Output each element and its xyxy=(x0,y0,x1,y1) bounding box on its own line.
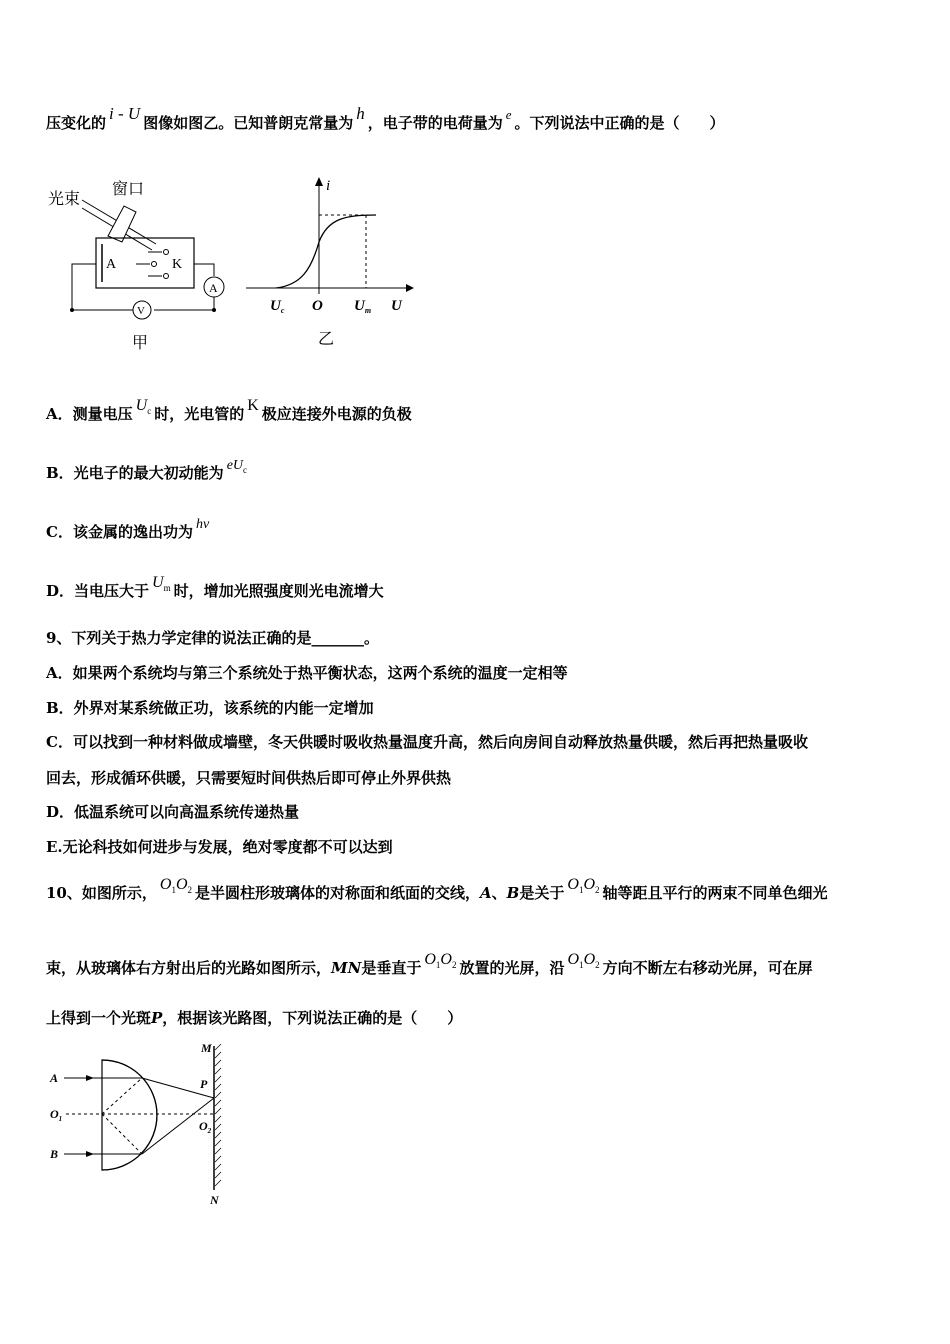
q8-intro-text-4: 。下列说法中正确的是（ ） xyxy=(514,114,725,132)
label-p: P xyxy=(151,1009,163,1027)
caption-yi: 乙 xyxy=(318,331,335,348)
math-o1o2-4: $O_1O_2$ xyxy=(567,951,600,971)
math-h: h xyxy=(356,104,365,123)
q8-intro-line xyxy=(46,104,725,134)
option-b-prefix: B．光电子的最大初动能为 xyxy=(46,464,224,482)
figure-jia xyxy=(44,172,244,352)
window-tube xyxy=(108,206,136,242)
math-o1o2-3: $O_1O_2$ xyxy=(424,951,457,971)
label-u-axis: U xyxy=(391,298,402,314)
q10-text-8: 方向不断左右移动光屏，可在屏 xyxy=(602,959,813,977)
label-uc: $U_c$ xyxy=(270,298,285,315)
q8-option-d xyxy=(46,574,384,607)
q10-text-3: 是关于 xyxy=(519,884,565,902)
label-i-axis: i xyxy=(326,178,331,194)
q10-text-9: 上得到一个光斑 xyxy=(46,1009,152,1027)
electron-1 xyxy=(164,250,169,255)
wire-right xyxy=(194,264,214,276)
label-mn: MN xyxy=(331,959,362,977)
option-d-prefix: D．当电压大于 xyxy=(46,582,150,600)
q10-text-comma: 、 xyxy=(491,884,507,902)
label-window: 窗口 xyxy=(112,181,145,198)
option-d-suffix: 时，增加光照强度则光电流增大 xyxy=(173,582,384,600)
label-cathode: K xyxy=(172,257,183,272)
iu-curve xyxy=(276,215,376,288)
label-m: M xyxy=(201,1041,212,1055)
q10-text-1: 10、如图所示， xyxy=(46,884,157,902)
u-axis-arrow xyxy=(406,284,414,292)
q10-line2 xyxy=(46,951,813,984)
math-euc: $eU_c$ xyxy=(226,458,248,475)
q10-text-10: ，根据该光路图，下列说法正确的是（ ） xyxy=(162,1009,463,1027)
q8-intro-text-3: ，电子带的电荷量为 xyxy=(367,114,503,132)
q8-option-a xyxy=(46,397,412,430)
label-a: A xyxy=(480,884,492,902)
caption-jia: 甲 xyxy=(132,335,149,352)
electron-2 xyxy=(152,262,157,267)
math-um: $U_m$ xyxy=(152,574,171,594)
q8-option-b xyxy=(46,458,250,489)
label-o2: $O_2$ xyxy=(199,1119,212,1135)
q9-stem: 9、下列关于热力学定律的说法正确的是_______。 xyxy=(46,629,379,647)
q9-option-c-line2: 回去，形成循环供暖，只需要短时间供热后即可停止外界供热 xyxy=(46,769,452,787)
label-n: N xyxy=(210,1193,219,1207)
wire-bottom-right xyxy=(154,297,214,310)
label-beam: 光束 xyxy=(48,191,81,208)
option-a-suffix: 极应连接外电源的负极 xyxy=(261,405,412,423)
math-o1o2-2: $O_1O_2$ xyxy=(567,876,600,896)
figure-yi xyxy=(246,170,416,355)
q9-option-e: E.无论科技如何进步与发展，绝对零度都不可以达到 xyxy=(46,838,393,856)
q9-option-b: B．外界对某系统做正功，该系统的内能一定增加 xyxy=(46,699,374,717)
junction-left xyxy=(70,308,74,312)
option-a-prefix: A．测量电压 xyxy=(46,405,133,423)
q10-line1 xyxy=(46,876,828,909)
screen-hatching xyxy=(215,1044,221,1186)
label-anode: A xyxy=(106,257,117,272)
q9-option-d: D．低温系统可以向高温系统传递热量 xyxy=(46,803,300,821)
q8-option-c xyxy=(46,517,212,544)
label-ammeter: A xyxy=(209,281,218,295)
label-beam-b: B xyxy=(50,1147,59,1161)
electron-3 xyxy=(164,274,169,279)
math-e: e xyxy=(505,107,512,122)
math-uc: $U_c$ xyxy=(135,397,152,417)
q10-text-2: 是半圆柱形玻璃体的对称面和纸面的交线， xyxy=(195,884,481,902)
math-hv: hν xyxy=(195,517,210,532)
label-voltmeter: V xyxy=(137,305,145,317)
junction-right xyxy=(212,308,216,312)
q8-intro-text-1: 压变化的 xyxy=(46,114,107,132)
math-o1o2: $O_1O_2$ xyxy=(159,876,192,896)
label-beam-a: A xyxy=(50,1071,59,1085)
q10-text-4: 轴等距且平行的两束不同单色细光 xyxy=(602,884,828,902)
figure-q10 xyxy=(44,1038,244,1213)
label-p-spot: P xyxy=(200,1077,208,1091)
normal-b xyxy=(102,1114,142,1154)
math-k: K xyxy=(247,397,259,414)
option-c-prefix: C．该金属的逸出功为 xyxy=(46,523,193,541)
label-origin: O xyxy=(312,298,323,314)
q10-line3 xyxy=(46,1008,462,1028)
q8-intro-text-2: 图像如图乙。已知普朗克常量为 xyxy=(143,114,354,132)
math-i-u: i - U xyxy=(109,104,141,123)
beam-a-arrow xyxy=(86,1075,94,1081)
label-o1: $O_1$ xyxy=(50,1107,63,1123)
normal-a xyxy=(102,1078,142,1114)
beam-b-arrow xyxy=(86,1151,94,1157)
q9-option-a: A．如果两个系统均与第三个系统处于热平衡状态，这两个系统的温度一定相等 xyxy=(46,664,568,682)
i-axis-arrow xyxy=(315,177,323,186)
q10-text-6: 是垂直于 xyxy=(361,959,422,977)
q9-option-c-line1: C．可以找到一种材料做成墙壁，冬天供暖时吸收热量温度升高，然后向房间自动释放热量供暖，然后再把热量吸收 xyxy=(46,733,808,751)
option-a-middle: 时，光电管的 xyxy=(154,405,245,423)
label-um: $U_m$ xyxy=(354,298,372,315)
q10-text-7: 放置的光屏，沿 xyxy=(459,959,565,977)
label-b: B xyxy=(506,884,520,902)
q10-text-5: 束，从玻璃体右方射出后的光路如图所示， xyxy=(46,959,332,977)
